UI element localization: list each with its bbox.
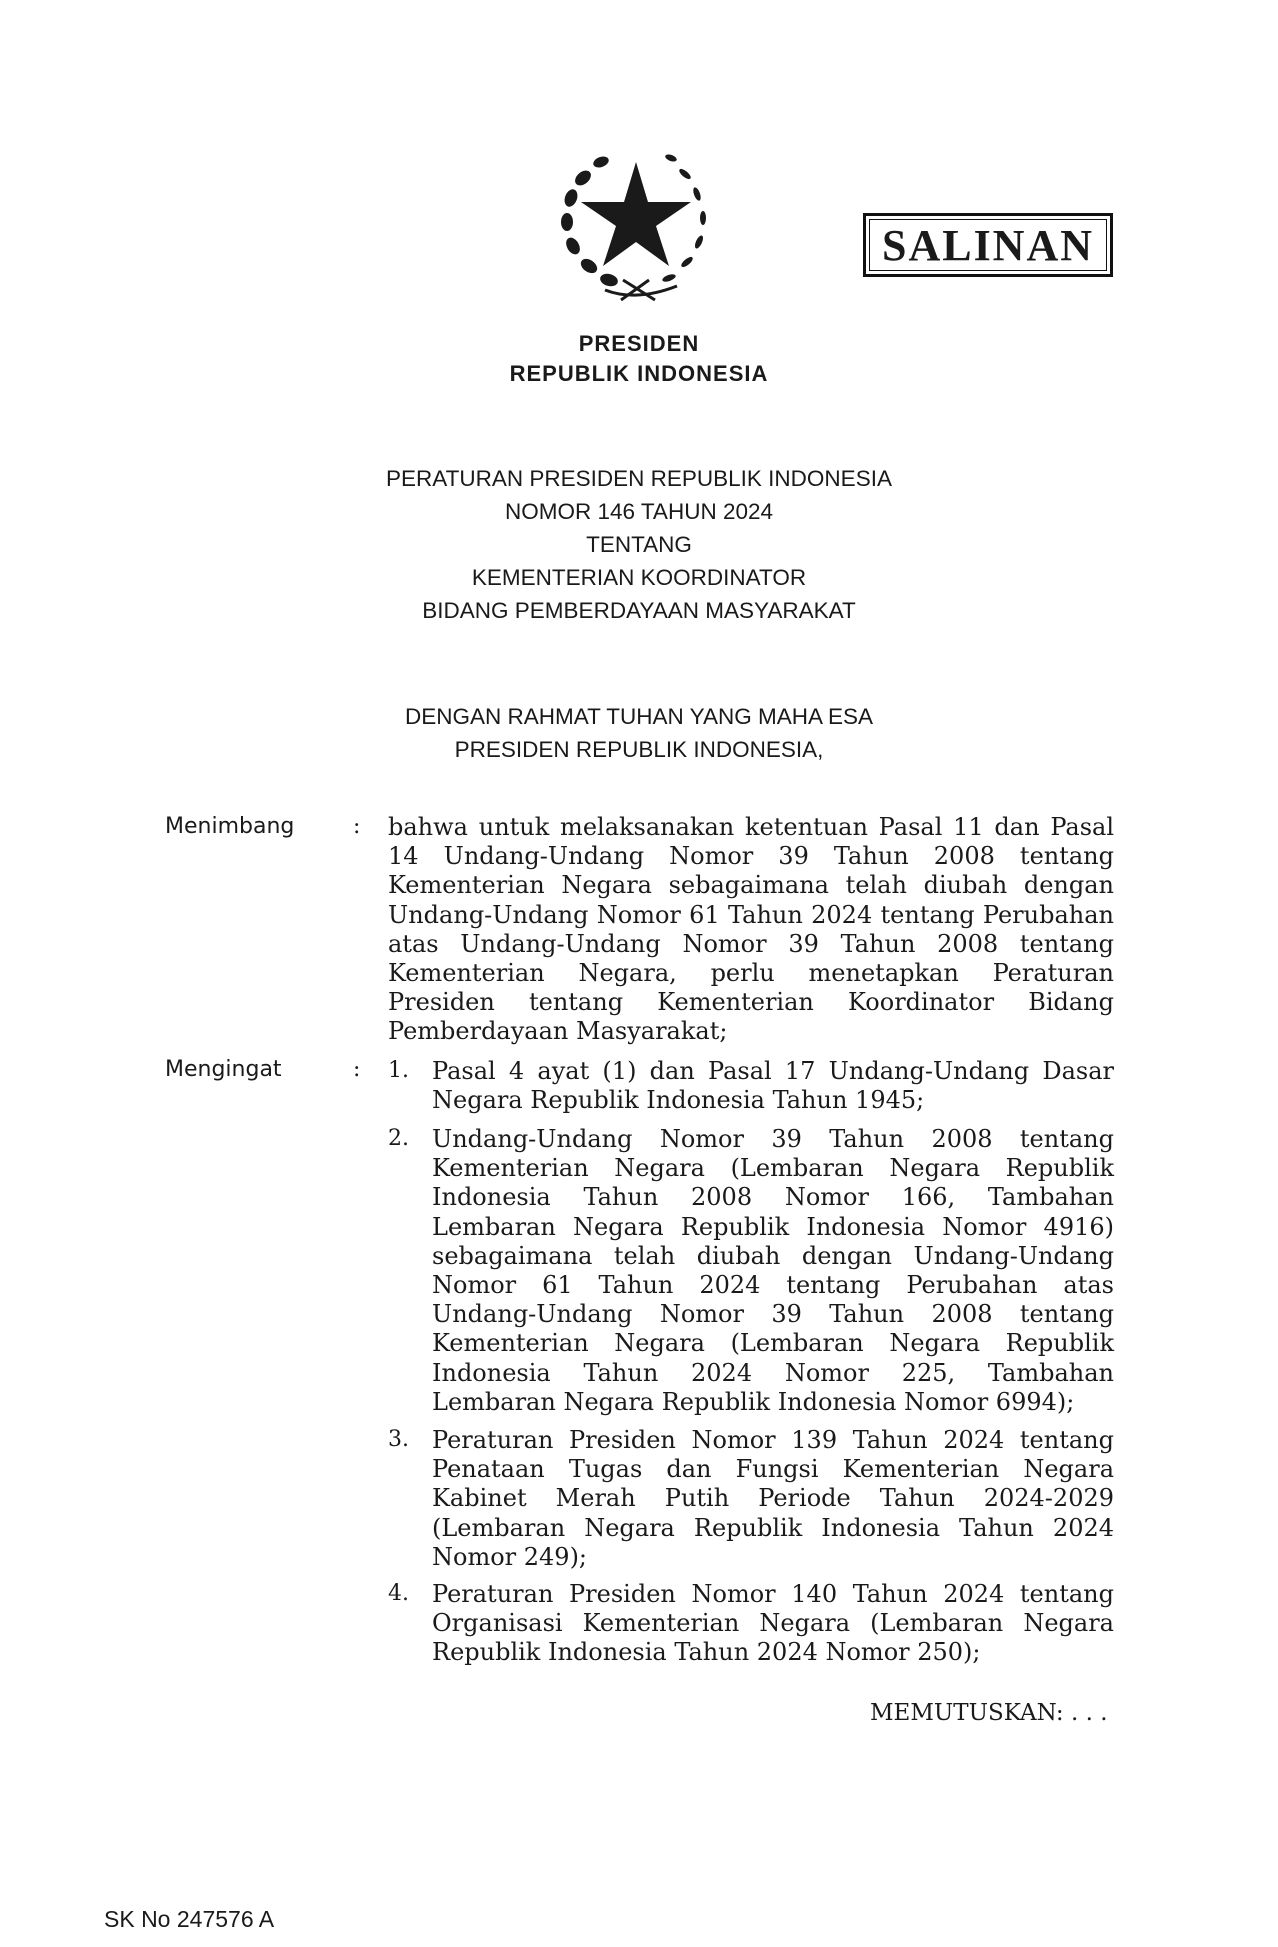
menimbang-label: Menimbang bbox=[165, 814, 295, 839]
preamble-line: PRESIDEN REPUBLIK INDONESIA, bbox=[454, 737, 824, 762]
mengingat-item-number: 2. bbox=[388, 1126, 409, 1151]
mengingat-item-text: Peraturan Presiden Nomor 139 Tahun 2024 tentang Penataan Tugas dan Fungsi Kementerian Negara Kabinet Merah Putih Periode Tahun 2024-2029 (Lembaran Negara Republik Indonesia Tahun 2024 Nomor 249); bbox=[432, 1426, 1114, 1571]
institution-line-2: REPUBLIK INDONESIA bbox=[509, 361, 769, 386]
mengingat-item-text: Undang-Undang Nomor 39 Tahun 2008 tentang Kementerian Negara (Lembaran Negara Republik Indonesia Tahun 2008 Nomor 166, Tambahan Lembaran Negara Republik Indonesia Nomor 4916) sebagaimana telah diubah dengan Undang-Undang Nomor 61 Tahun 2024 tentang Perubahan atas Undang-Undang Nomor 39 Tahun 2008 tentang Kementerian Negara (Lembaran Negara Republik Indonesia Tahun 2024 Nomor 225, Tambahan Lembaran Negara Republik Indonesia Nomor 6994); bbox=[432, 1125, 1114, 1416]
menimbang-colon: : bbox=[353, 814, 361, 839]
title-line: KEMENTERIAN KOORDINATOR bbox=[471, 565, 807, 590]
mengingat-colon: : bbox=[353, 1057, 361, 1082]
title-line: PERATURAN PRESIDEN REPUBLIK INDONESIA bbox=[386, 466, 892, 491]
mengingat-item-text: Pasal 4 ayat (1) dan Pasal 17 Undang-Undang Dasar Negara Republik Indonesia Tahun 1945; bbox=[432, 1057, 1114, 1115]
title-line: NOMOR 146 TAHUN 2024 bbox=[504, 499, 773, 524]
title-line: BIDANG PEMBERDAYAAN MASYARAKAT bbox=[422, 598, 856, 623]
preamble-line: DENGAN RAHMAT TUHAN YANG MAHA ESA bbox=[404, 704, 873, 729]
regulation-title bbox=[0, 462, 1278, 627]
menimbang-text: bahwa untuk melaksanakan ketentuan Pasal 11 dan Pasal 14 Undang-Undang Nomor 39 Tahun 2008 tentang Kementerian Negara sebagaimana telah diubah dengan Undang-Undang Nomor 61 Tahun 2024 tentang Perubahan atas Undang-Undang Nomor 39 Tahun 2008 tentang Kementerian Negara, perlu menetapkan Peraturan Presiden tentang Kementerian Koordinator Bidang Pemberdayaan Masyarakat; bbox=[388, 813, 1114, 1046]
mengingat-item-number: 3. bbox=[388, 1427, 409, 1452]
mengingat-item-text: Peraturan Presiden Nomor 140 Tahun 2024 tentang Organisasi Kementerian Negara (Lembaran Negara Republik Indonesia Tahun 2024 Nomor 250); bbox=[432, 1580, 1114, 1667]
mengingat-label: Mengingat bbox=[165, 1057, 282, 1082]
continuation-marker: MEMUTUSKAN: . . . bbox=[870, 1700, 1108, 1726]
sk-number: SK No 247576 A bbox=[104, 1906, 275, 1932]
salinan-label: SALINAN bbox=[881, 220, 1095, 270]
institution-line-1: PRESIDEN bbox=[578, 331, 700, 356]
salinan-stamp bbox=[863, 213, 1113, 277]
title-line: TENTANG bbox=[586, 532, 692, 557]
presidential-emblem-icon bbox=[545, 140, 727, 310]
preamble bbox=[0, 700, 1278, 766]
mengingat-item-number: 4. bbox=[388, 1581, 409, 1606]
mengingat-item-number: 1. bbox=[388, 1058, 409, 1083]
